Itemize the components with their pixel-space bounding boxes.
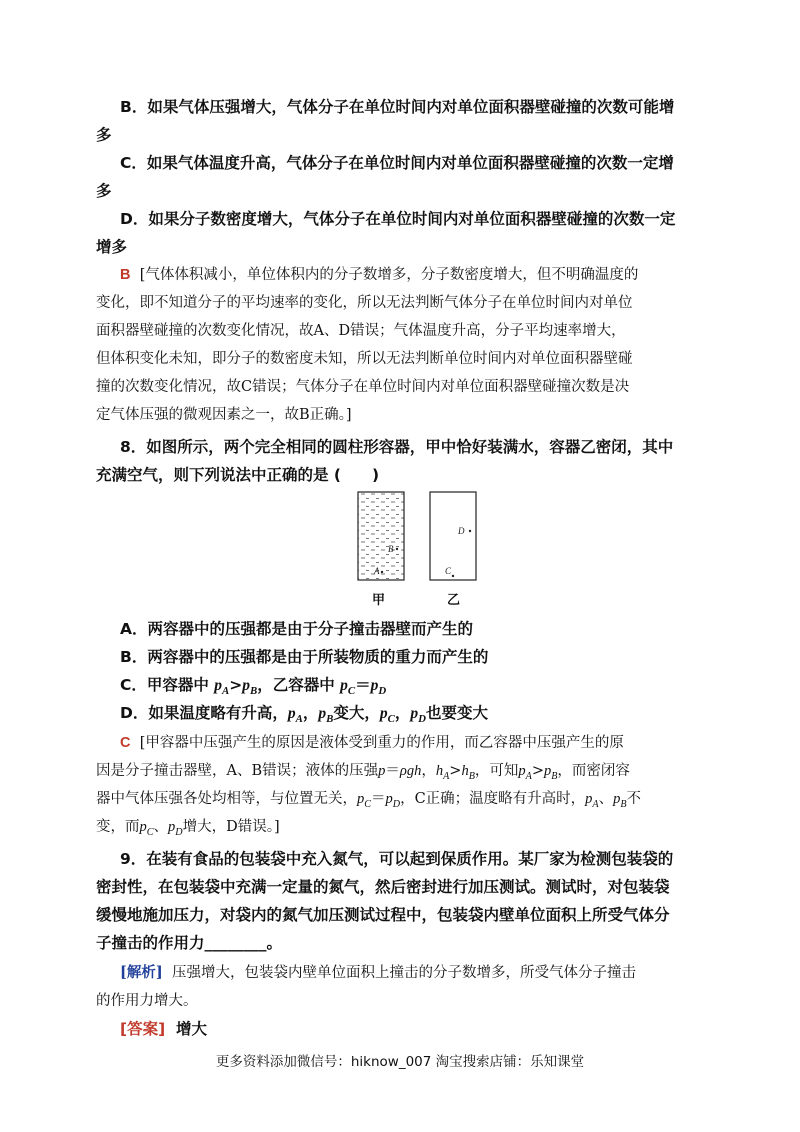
q8-option-d-text2: 变大，: [333, 704, 380, 722]
q7-option-c-line1: C．如果气体温度升高，气体分子在单位时间内对单位面积器壁碰撞的次数一定增: [120, 154, 674, 172]
point-a-dot: [381, 571, 383, 573]
q8-explanation-line3: 器中气体压强各处均相等，与位置无关，$p_C=p_D$，C正确；温度略有升高时，$p_A$、$p_B$不: [96, 791, 642, 810]
q8-exp-text3b: ，C正确；温度略有升高时，: [400, 791, 586, 807]
q9-stem-line2: 密封性，在包装袋中充满一定量的氮气，然后密封进行加压测试。测试时，对包装袋: [96, 878, 670, 896]
q7-exp-text1: [气体体积减小，单位体积内的分子数增多，分子数密度增大，但不明确温度的: [139, 267, 639, 283]
q8-option-a: A．两容器中的压强都是由于分子撞击器壁而产生的: [120, 620, 473, 638]
label-jia: 甲: [372, 593, 386, 608]
q7-option-b-line1: B．如果气体压强增大，气体分子在单位时间内对单位面积器壁碰撞的次数可能增: [120, 98, 675, 116]
q9-analysis-line2: 的作用力增大。: [96, 993, 198, 1009]
q8-option-d-text1: D．如果温度略有升高，: [120, 704, 288, 722]
q9-answer-text: 增大: [175, 1020, 207, 1038]
q7-explanation-line3: 面积器壁碰撞的次数变化情况，故A、D错误；气体温度升高，分子平均速率增大，: [96, 323, 626, 339]
q9-stem-line4: 子撞击的作用力________。: [96, 934, 283, 952]
container-yi: [430, 492, 476, 580]
q8-option-c-text2: ，乙容器中: [257, 676, 341, 694]
q8-option-b: B．两容器中的压强都是由于所装物质的重力而产生的: [120, 648, 489, 666]
point-c-label: C: [445, 566, 452, 576]
q7-answer: B: [120, 267, 131, 283]
q8-explanation-line4: 变，而$p_C$、$p_D$增大，D错误。]: [96, 819, 280, 838]
label-yi: 乙: [447, 593, 461, 608]
q8-exp-text4b: 增大，D错误。]: [182, 819, 280, 835]
q8-exp-text2b: ，可知: [474, 763, 519, 779]
footer-note: 更多资料添加微信号：hiknow_007 淘宝搜索店铺：乐知课堂: [215, 1054, 585, 1070]
q8-exp-text3c: 不: [626, 791, 642, 807]
point-b-dot: [396, 548, 398, 550]
point-b-label: B: [388, 544, 394, 554]
q7-option-b-line2: 多: [96, 126, 112, 144]
container-jia: [358, 492, 404, 580]
q8-answer: C: [120, 735, 131, 751]
q8-exp-text1: [甲容器中压强产生的原因是液体受到重力的作用，而乙容器中压强产生的原: [139, 735, 624, 751]
q7-option-d-line2: 增多: [96, 238, 128, 256]
q9-analysis-line1: [120, 962, 740, 984]
q9-analysis-text1: 压强增大，包装袋内壁单位面积上撞击的分子数增多，所受气体分子撞击: [171, 965, 636, 981]
q8-exp-text3a: 器中气体压强各处均相等，与位置无关，: [96, 791, 357, 807]
answer-tag: [答案]: [120, 1020, 166, 1038]
q7-explanation-line6: 定气体压强的微观因素之一，故B正确。]: [96, 407, 352, 423]
q7-option-c-line2: 多: [96, 182, 112, 200]
point-c-dot: [452, 575, 454, 577]
q7-explanation-line1: [120, 264, 740, 286]
q7-explanation-line5: 撞的次数变化情况，故C错误；气体分子在单位时间内对单位面积器壁碰撞次数是决: [96, 379, 630, 395]
q8-exp-text2: 因是分子撞击器壁，A、B错误；液体的压强: [96, 763, 379, 779]
point-d-label: D: [458, 526, 465, 536]
q7-option-d-line1: D．如果分子数密度增大，气体分子在单位时间内对单位面积器壁碰撞的次数一定: [120, 210, 676, 228]
q8-option-d: D．如果温度略有升高，$p_A$，$p_B$变大，$p_C$，$p_D$也要变大: [120, 704, 488, 726]
q8-explanation-line1: [120, 732, 740, 754]
q8-explanation-line2: 因是分子撞击器壁，A、B错误；液体的压强p＝ρgh，$h_A>h_B$，可知$p_A>p_B$，而密闭容: [96, 763, 630, 782]
q9-answer-line: [120, 1018, 740, 1040]
q7-explanation-line2: 变化，即不知道分子的平均速率的变化，所以无法判断气体分子在单位时间内对单位: [96, 295, 633, 311]
q7-explanation-line4: 但体积变化未知，即分子的数密度未知，所以无法判断单位时间内对单位面积器壁碰: [96, 351, 633, 367]
analysis-tag: [解析]: [120, 964, 163, 981]
q8-stem-line1: 8．如图所示，两个完全相同的圆柱形容器，甲中恰好装满水，容器乙密闭，其中: [120, 438, 674, 456]
point-a-label: A: [374, 566, 380, 576]
q8-exp-text2c: ，而密闭容: [557, 763, 630, 779]
containers-figure: [350, 490, 490, 610]
q8-option-c: C．甲容器中 $p_A>p_B$，乙容器中 $p_C=p_D$: [120, 676, 387, 698]
point-d-dot: [469, 530, 471, 532]
q9-stem-line1: 9．在装有食品的包装袋中充入氮气，可以起到保质作用。某厂家为检测包装袋的: [120, 850, 674, 868]
q8-option-c-text1: C．甲容器中: [120, 676, 215, 694]
q8-option-d-text3: 也要变大: [425, 704, 488, 722]
q8-exp-text4a: 变，而: [96, 819, 140, 835]
q8-stem-line2: 充满空气，则下列说法中正确的是 ( ): [96, 466, 380, 484]
q9-stem-line3: 缓慢地施加压力，对袋内的氮气加压测试过程中，包装袋内壁单位面积上所受气体分: [96, 906, 670, 924]
